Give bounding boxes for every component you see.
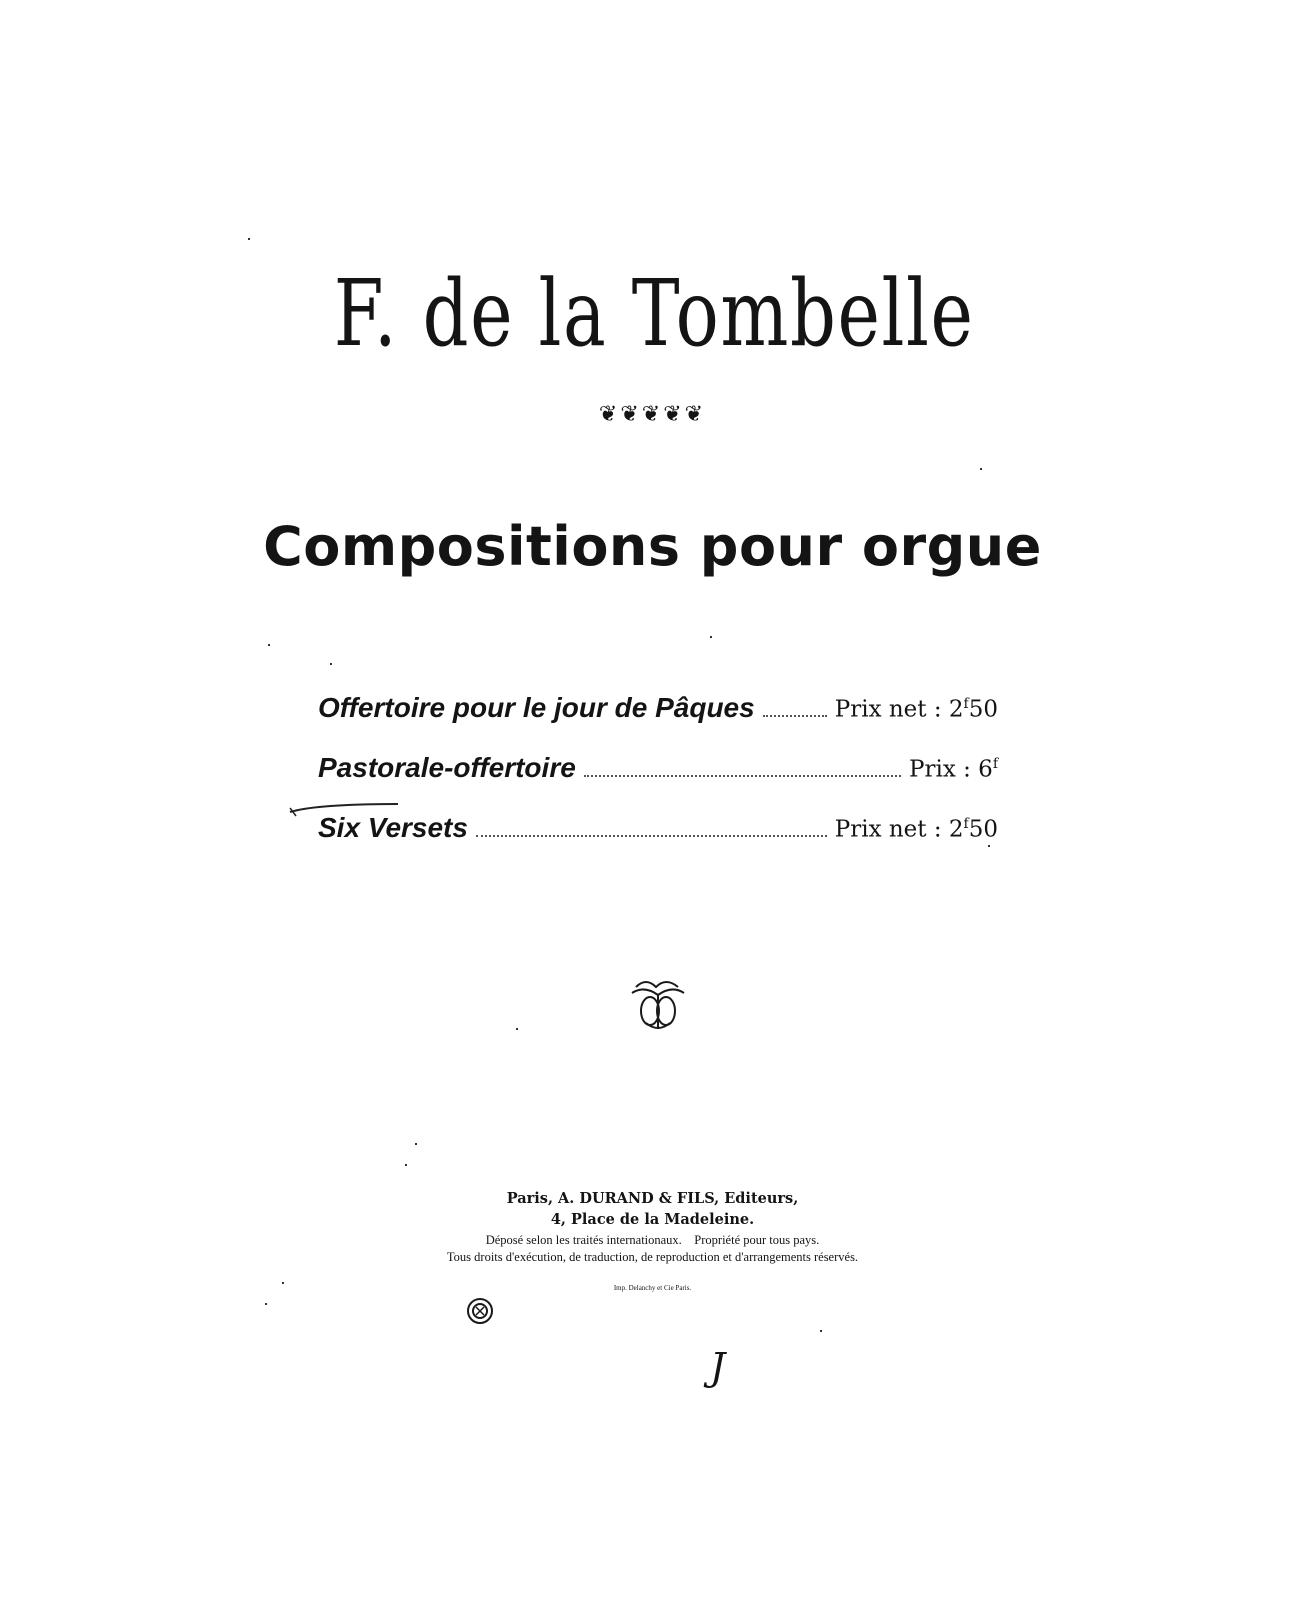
scan-speck [405,1164,407,1166]
main-title: Compositions pour orgue [263,515,1042,578]
scan-speck [980,468,982,470]
pencil-stroke-mark [286,798,406,818]
scan-speck [268,644,270,646]
composer-name: F. de la Tombelle [333,260,975,367]
work-title [318,752,576,784]
publisher-info [0,1188,1305,1230]
work-title [318,692,755,724]
work-entry [318,812,998,856]
floral-ornament-icon [628,975,688,1035]
work-price: Prix net : 2$^f$50 [834,816,998,843]
scan-speck [265,1303,267,1305]
publisher-address: 4, Place de la Madeleine. [550,1211,755,1228]
legal-line-1: Déposé selon les traités internationaux. Propriété pour tous pays. [485,1233,820,1247]
work-title-rest: pour le jour de Pâques [445,692,755,723]
handwritten-mark: J [710,1345,726,1389]
work-title-main: Pastorale-offertoire [318,752,576,783]
work-price: Prix : 6$^f$ [909,756,998,783]
dotted-leader [584,775,901,777]
work-title-main: Six Versets [318,812,468,843]
dotted-leader [763,715,827,717]
legal-line-2: Tous droits d'exécution, de traduction, de reproduction et d'arrangements réservés. [446,1250,859,1264]
decorative-leaves-ornament: ❦❦❦❦❦ [598,402,707,427]
work-entry [318,752,998,796]
scan-speck [330,663,332,665]
dotted-leader [476,835,827,837]
work-entry [318,692,998,736]
scan-speck [710,636,712,638]
legal-notice [0,1232,1305,1266]
scan-speck [516,1028,518,1030]
work-title-main: Offertoire [318,692,446,723]
work-price: Prix net : 2$^f$50 [834,696,998,723]
scan-speck [820,1330,822,1332]
scan-speck [988,845,990,847]
scan-speck [282,1282,284,1284]
scan-speck [415,1143,417,1145]
printer-imprint: Imp. Delanchy et Cie Paris. [613,1284,692,1292]
scan-speck [248,238,250,240]
publisher-name: Paris, A. DURAND & FILS, Editeurs, [506,1190,799,1207]
publisher-seal-icon [466,1297,494,1325]
